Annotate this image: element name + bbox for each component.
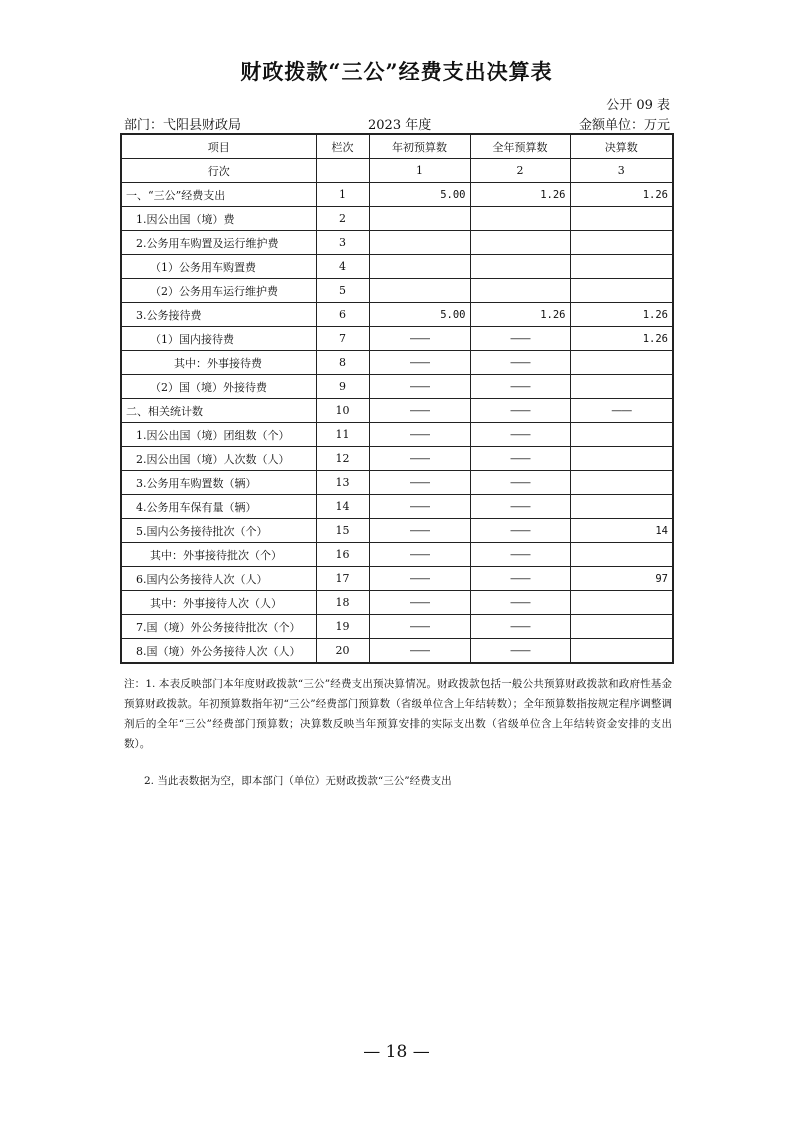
row-final xyxy=(570,375,673,399)
row-budget-initial: —— xyxy=(369,399,470,423)
row-label: 8.国（境）外公务接待人次（人） xyxy=(121,639,316,664)
row-index-col1: 1 xyxy=(369,159,470,183)
page-title: 财政拨款“三公”经费支出决算表 xyxy=(240,59,553,84)
table-row xyxy=(121,447,673,471)
table-row xyxy=(121,303,673,327)
page-number: — 18 — xyxy=(363,1042,430,1062)
row-col-no: 6 xyxy=(316,303,369,327)
row-final xyxy=(570,495,673,519)
row-final: 1.26 xyxy=(570,327,673,351)
row-label: 5.国内公务接待批次（个） xyxy=(121,519,316,543)
row-budget-initial: —— xyxy=(369,327,470,351)
row-label: 其中：外事接待批次（个） xyxy=(121,543,316,567)
row-budget-full: —— xyxy=(470,495,570,519)
header-budget-initial: 年初预算数 xyxy=(369,134,470,159)
row-budget-full xyxy=(470,279,570,303)
row-budget-initial: —— xyxy=(369,519,470,543)
table-row xyxy=(121,567,673,591)
table-row xyxy=(121,615,673,639)
row-col-no: 5 xyxy=(316,279,369,303)
table-header-row xyxy=(121,134,673,159)
row-index-empty xyxy=(316,159,369,183)
header-col-no: 栏次 xyxy=(316,134,369,159)
row-budget-initial: —— xyxy=(369,471,470,495)
row-label: 7.国（境）外公务接待批次（个） xyxy=(121,615,316,639)
row-label: （1）公务用车购置费 xyxy=(121,255,316,279)
row-budget-full xyxy=(470,231,570,255)
header-budget-full: 全年预算数 xyxy=(470,134,570,159)
row-col-no: 13 xyxy=(316,471,369,495)
row-budget-full: —— xyxy=(470,567,570,591)
row-col-no: 16 xyxy=(316,543,369,567)
table-row xyxy=(121,471,673,495)
row-label: 3.公务用车购置数（辆） xyxy=(121,471,316,495)
row-label: 1.因公出国（境）团组数（个） xyxy=(121,423,316,447)
row-budget-full: —— xyxy=(470,399,570,423)
row-label: 3.公务接待费 xyxy=(121,303,316,327)
table-row xyxy=(121,639,673,664)
row-budget-full: —— xyxy=(470,327,570,351)
row-final: —— xyxy=(570,399,673,423)
row-label: 一、“三公”经费支出 xyxy=(121,183,316,207)
row-label: 2.因公出国（境）人次数（人） xyxy=(121,447,316,471)
row-budget-initial: 5.00 xyxy=(369,303,470,327)
table-row xyxy=(121,375,673,399)
row-col-no: 12 xyxy=(316,447,369,471)
row-budget-initial: —— xyxy=(369,375,470,399)
row-label: 1.因公出国（境）费 xyxy=(121,207,316,231)
row-label: （1）国内接待费 xyxy=(121,327,316,351)
table-row xyxy=(121,351,673,375)
table-row xyxy=(121,255,673,279)
expense-table xyxy=(120,133,674,664)
row-col-no: 10 xyxy=(316,399,369,423)
row-col-no: 1 xyxy=(316,183,369,207)
row-final xyxy=(570,543,673,567)
table-row xyxy=(121,231,673,255)
row-final: 1.26 xyxy=(570,303,673,327)
row-final xyxy=(570,207,673,231)
row-budget-full: —— xyxy=(470,591,570,615)
row-col-no: 9 xyxy=(316,375,369,399)
row-col-no: 2 xyxy=(316,207,369,231)
fiscal-year: 2023 年度 xyxy=(368,118,432,133)
row-final: 97 xyxy=(570,567,673,591)
row-final xyxy=(570,255,673,279)
table-row xyxy=(121,495,673,519)
row-budget-full: —— xyxy=(470,471,570,495)
table-row xyxy=(121,183,673,207)
row-budget-full: —— xyxy=(470,543,570,567)
row-label: 其中：外事接待费 xyxy=(121,351,316,375)
row-index-label: 行次 xyxy=(121,159,316,183)
row-budget-initial: —— xyxy=(369,495,470,519)
row-final xyxy=(570,231,673,255)
table-row xyxy=(121,543,673,567)
row-budget-initial: —— xyxy=(369,615,470,639)
table-row xyxy=(121,279,673,303)
row-label: （2）公务用车运行维护费 xyxy=(121,279,316,303)
row-budget-initial: 5.00 xyxy=(369,183,470,207)
row-col-no: 18 xyxy=(316,591,369,615)
row-final xyxy=(570,351,673,375)
amount-unit: 金额单位：万元 xyxy=(578,118,670,133)
row-budget-initial: —— xyxy=(369,447,470,471)
table-row xyxy=(121,327,673,351)
row-label: 4.公务用车保有量（辆） xyxy=(121,495,316,519)
table-row xyxy=(121,423,673,447)
row-budget-full: —— xyxy=(470,615,570,639)
row-budget-full: —— xyxy=(470,351,570,375)
row-index-row xyxy=(121,159,673,183)
department-label: 部门：弋阳县财政局 xyxy=(124,118,242,133)
row-budget-full: —— xyxy=(470,519,570,543)
row-final xyxy=(570,639,673,664)
row-final: 14 xyxy=(570,519,673,543)
header-final: 决算数 xyxy=(570,134,673,159)
row-final xyxy=(570,423,673,447)
row-col-no: 3 xyxy=(316,231,369,255)
row-col-no: 11 xyxy=(316,423,369,447)
row-index-col3: 3 xyxy=(570,159,673,183)
row-final xyxy=(570,591,673,615)
row-label: 2.公务用车购置及运行维护费 xyxy=(121,231,316,255)
row-col-no: 20 xyxy=(316,639,369,664)
header-item: 项目 xyxy=(121,134,316,159)
table-row xyxy=(121,519,673,543)
row-budget-initial xyxy=(369,231,470,255)
row-budget-full: —— xyxy=(470,375,570,399)
row-col-no: 19 xyxy=(316,615,369,639)
row-budget-full: —— xyxy=(470,423,570,447)
row-final: 1.26 xyxy=(570,183,673,207)
row-label: （2）国（境）外接待费 xyxy=(121,375,316,399)
row-budget-initial: —— xyxy=(369,591,470,615)
row-final xyxy=(570,615,673,639)
table-notes: 注：1. 本表反映部门本年度财政拨款“三公”经费支出预决算情况。财政拨款包括一般公共预算财政拨款和政府性基金预算财政拨款。年初预算数指年初“三公”经费部门预算数（省级单位含上年结转数）；全年预算数指按规定程序调整调剂后的全年“三公”经费部门预算数；决算数反映当年预算安排的实际支出数（省级单位含上年结转资金安排的支出数）。 xyxy=(124,678,672,750)
row-budget-initial: —— xyxy=(369,351,470,375)
row-col-no: 7 xyxy=(316,327,369,351)
row-budget-full xyxy=(470,255,570,279)
row-label: 其中：外事接待人次（人） xyxy=(121,591,316,615)
form-number: 公开 09 表 xyxy=(606,98,670,113)
row-budget-full: 1.26 xyxy=(470,303,570,327)
table-note-2: 2. 当此表数据为空，即本部门（单位）无财政拨款“三公”经费支出 xyxy=(144,775,452,787)
row-col-no: 4 xyxy=(316,255,369,279)
row-col-no: 15 xyxy=(316,519,369,543)
row-budget-initial: —— xyxy=(369,639,470,664)
row-budget-initial xyxy=(369,255,470,279)
row-budget-initial xyxy=(369,207,470,231)
row-budget-initial: —— xyxy=(369,423,470,447)
row-budget-full: —— xyxy=(470,447,570,471)
row-index-col2: 2 xyxy=(470,159,570,183)
table-row xyxy=(121,399,673,423)
row-budget-full: 1.26 xyxy=(470,183,570,207)
row-col-no: 14 xyxy=(316,495,369,519)
row-final xyxy=(570,471,673,495)
table-row xyxy=(121,207,673,231)
row-label: 二、相关统计数 xyxy=(121,399,316,423)
row-budget-full: —— xyxy=(470,639,570,664)
row-budget-initial: —— xyxy=(369,543,470,567)
row-budget-initial xyxy=(369,279,470,303)
table-row xyxy=(121,591,673,615)
row-col-no: 17 xyxy=(316,567,369,591)
row-budget-initial: —— xyxy=(369,567,470,591)
row-final xyxy=(570,447,673,471)
row-final xyxy=(570,279,673,303)
row-label: 6.国内公务接待人次（人） xyxy=(121,567,316,591)
row-col-no: 8 xyxy=(316,351,369,375)
row-budget-full xyxy=(470,207,570,231)
